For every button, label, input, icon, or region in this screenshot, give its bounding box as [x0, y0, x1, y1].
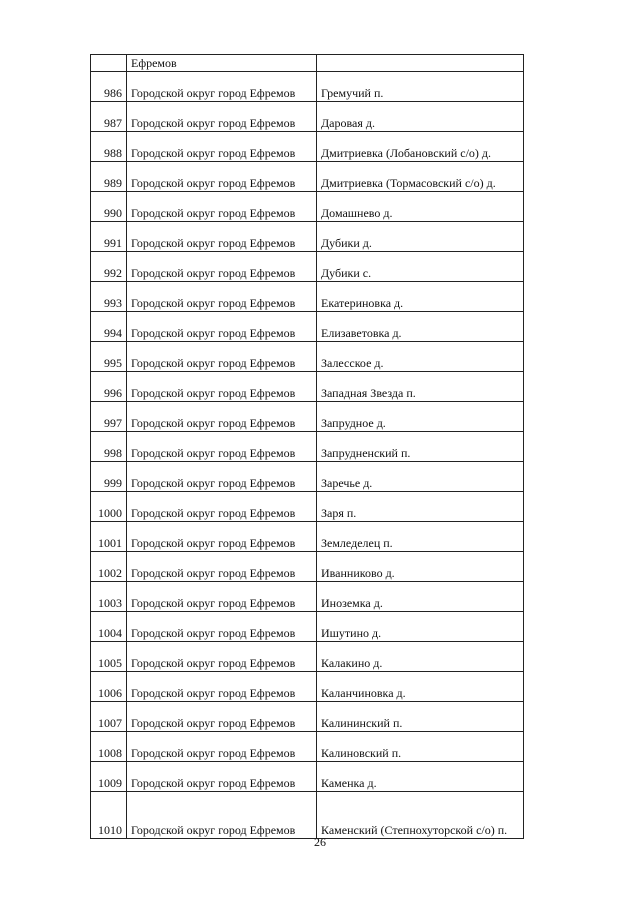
table-row: [91, 612, 524, 642]
locality-cell: Калакино д.: [317, 642, 524, 672]
row-number-cell: 990: [91, 192, 127, 222]
row-number-cell: 1007: [91, 702, 127, 732]
table-row: [91, 222, 524, 252]
row-number-cell: 1000: [91, 492, 127, 522]
municipality-cell: Городской округ город Ефремов: [127, 282, 317, 312]
table-row: [91, 252, 524, 282]
row-number-cell: 1008: [91, 732, 127, 762]
municipality-cell: Городской округ город Ефремов: [127, 582, 317, 612]
table-row: [91, 702, 524, 732]
table-row: [91, 552, 524, 582]
locality-cell: Калининский п.: [317, 702, 524, 732]
row-number-cell: 1001: [91, 522, 127, 552]
row-number-cell: 988: [91, 132, 127, 162]
row-number-cell: 987: [91, 102, 127, 132]
row-number-cell: 1010: [91, 792, 127, 839]
table-row: [91, 312, 524, 342]
municipality-cell: Городской округ город Ефремов: [127, 162, 317, 192]
locality-cell: [317, 55, 524, 72]
table-row: [91, 132, 524, 162]
row-number-cell: 991: [91, 222, 127, 252]
table-row: [91, 732, 524, 762]
locality-cell: Залесское д.: [317, 342, 524, 372]
municipality-cell: Городской округ город Ефремов: [127, 492, 317, 522]
locality-cell: Иванниково д.: [317, 552, 524, 582]
locality-cell: Каменка д.: [317, 762, 524, 792]
table-row: [91, 402, 524, 432]
locality-cell: Запрудненский п.: [317, 432, 524, 462]
locality-cell: Каменский (Степнохуторской с/о) п.: [317, 792, 524, 839]
table-row: [91, 492, 524, 522]
locality-cell: Западная Звезда п.: [317, 372, 524, 402]
table-row: [91, 462, 524, 492]
row-number-cell: 1006: [91, 672, 127, 702]
locality-cell: Заречье д.: [317, 462, 524, 492]
locality-cell: Домашнево д.: [317, 192, 524, 222]
row-number-cell: 993: [91, 282, 127, 312]
locality-cell: Заря п.: [317, 492, 524, 522]
row-number-cell: 1002: [91, 552, 127, 582]
municipality-cell: Городской округ город Ефремов: [127, 612, 317, 642]
municipality-cell: Городской округ город Ефремов: [127, 72, 317, 102]
municipality-cell: Городской округ город Ефремов: [127, 222, 317, 252]
municipality-cell: Городской округ город Ефремов: [127, 252, 317, 282]
table-row: [91, 102, 524, 132]
locality-cell: Екатериновка д.: [317, 282, 524, 312]
table-row: [91, 582, 524, 612]
row-number-cell: 1009: [91, 762, 127, 792]
table-row: [91, 432, 524, 462]
table-row: [91, 282, 524, 312]
municipality-cell: Городской округ город Ефремов: [127, 552, 317, 582]
table-row: [91, 372, 524, 402]
row-number-cell: 994: [91, 312, 127, 342]
locality-cell: Гремучий п.: [317, 72, 524, 102]
table-row: [91, 192, 524, 222]
table-body: [91, 55, 524, 839]
municipality-cell: Ефремов: [127, 55, 317, 72]
municipality-cell: Городской округ город Ефремов: [127, 672, 317, 702]
municipality-cell: Городской округ город Ефремов: [127, 702, 317, 732]
row-number-cell: 986: [91, 72, 127, 102]
municipality-cell: Городской округ город Ефремов: [127, 732, 317, 762]
municipality-cell: Городской округ город Ефремов: [127, 402, 317, 432]
row-number-cell: 999: [91, 462, 127, 492]
table-row: [91, 762, 524, 792]
row-number-cell: 996: [91, 372, 127, 402]
locality-cell: Каланчиновка д.: [317, 672, 524, 702]
municipality-cell: Городской округ город Ефремов: [127, 102, 317, 132]
municipality-cell: Городской округ город Ефремов: [127, 522, 317, 552]
table-row: [91, 342, 524, 372]
table-row-continued: [91, 55, 524, 72]
row-number-cell: 1003: [91, 582, 127, 612]
row-number-cell: 995: [91, 342, 127, 372]
page-number: 26: [314, 835, 326, 849]
municipality-cell: Городской округ город Ефремов: [127, 642, 317, 672]
row-number-cell: 989: [91, 162, 127, 192]
municipality-cell: Городской округ город Ефремов: [127, 792, 317, 839]
table-row: [91, 792, 524, 839]
municipality-cell: Городской округ город Ефремов: [127, 342, 317, 372]
table-row: [91, 672, 524, 702]
row-number-cell: 998: [91, 432, 127, 462]
locality-cell: Ишутино д.: [317, 612, 524, 642]
table-row: [91, 642, 524, 672]
municipality-cell: Городской округ город Ефремов: [127, 132, 317, 162]
locality-cell: Елизаветовка д.: [317, 312, 524, 342]
locality-cell: Земледелец п.: [317, 522, 524, 552]
locality-cell: Дубики д.: [317, 222, 524, 252]
row-number-cell: 1005: [91, 642, 127, 672]
table-row: [91, 522, 524, 552]
table-row: [91, 162, 524, 192]
locality-cell: Иноземка д.: [317, 582, 524, 612]
municipality-cell: Городской округ город Ефремов: [127, 432, 317, 462]
locality-cell: Даровая д.: [317, 102, 524, 132]
locality-cell: Дмитриевка (Тормасовский с/о) д.: [317, 162, 524, 192]
municipality-cell: Городской округ город Ефремов: [127, 312, 317, 342]
row-number-cell: 1004: [91, 612, 127, 642]
municipality-cell: Городской округ город Ефремов: [127, 192, 317, 222]
locality-cell: Запрудное д.: [317, 402, 524, 432]
row-number-cell: [91, 55, 127, 72]
settlements-table: [90, 54, 524, 839]
locality-cell: Калиновский п.: [317, 732, 524, 762]
municipality-cell: Городской округ город Ефремов: [127, 762, 317, 792]
row-number-cell: 992: [91, 252, 127, 282]
municipality-cell: Городской округ город Ефремов: [127, 462, 317, 492]
locality-cell: Дмитриевка (Лобановский с/о) д.: [317, 132, 524, 162]
locality-cell: Дубики с.: [317, 252, 524, 282]
row-number-cell: 997: [91, 402, 127, 432]
table-row: [91, 72, 524, 102]
municipality-cell: Городской округ город Ефремов: [127, 372, 317, 402]
